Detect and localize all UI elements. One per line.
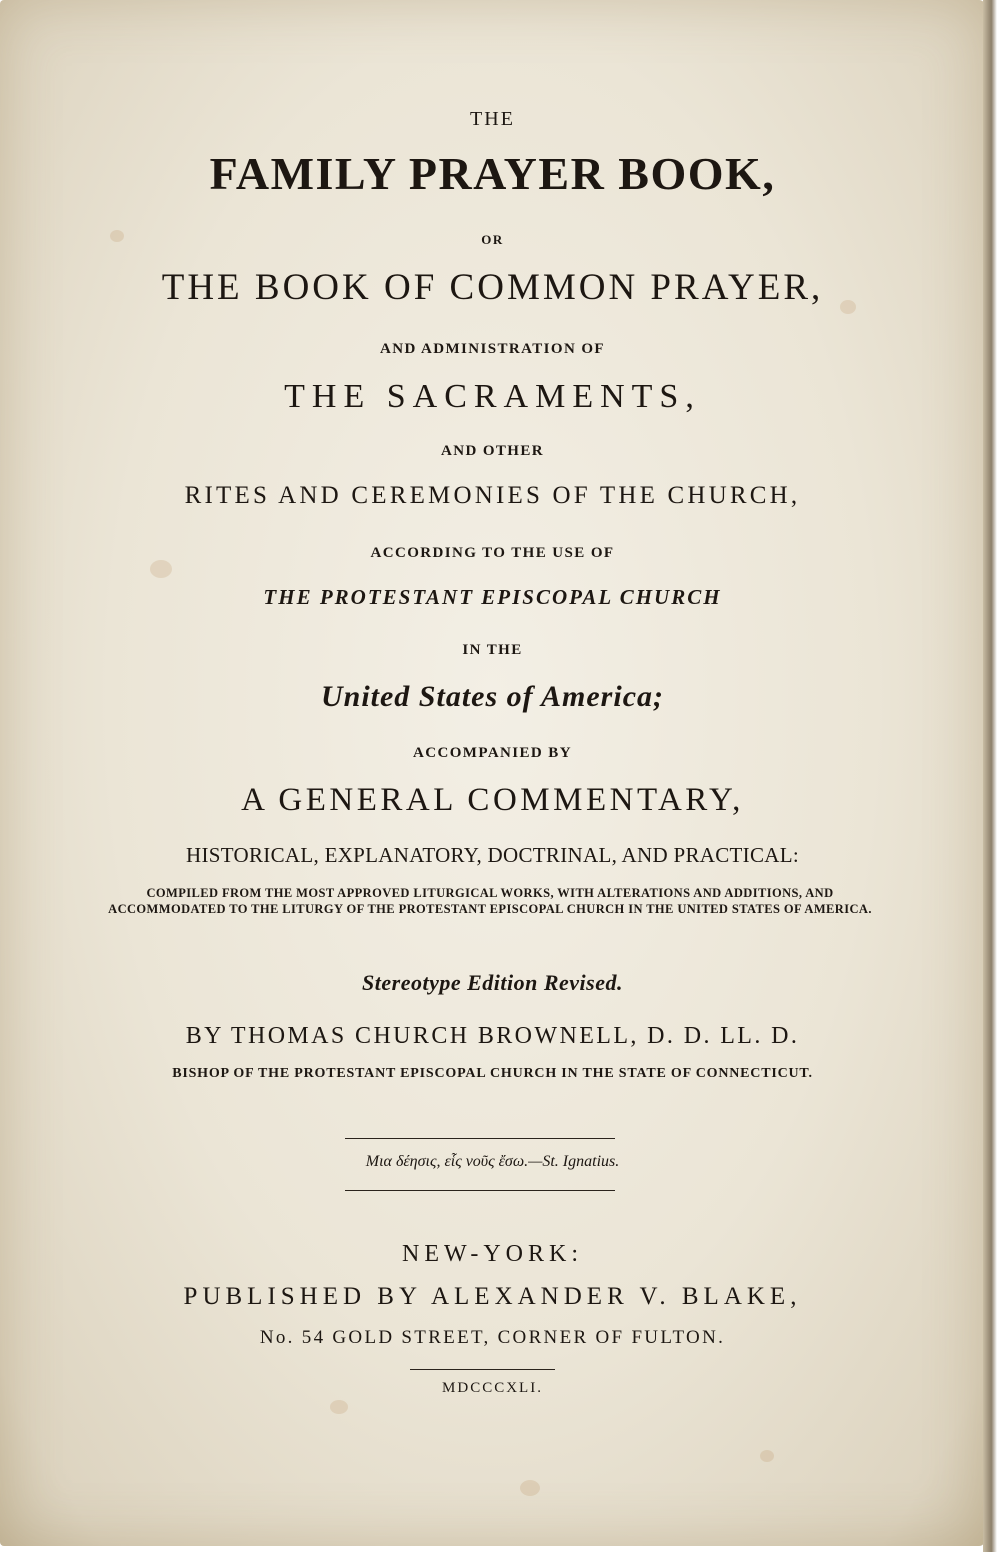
- and-other-line: AND OTHER: [440, 443, 545, 459]
- subtitle: THE BOOK OF COMMON PRAYER,: [161, 267, 824, 308]
- city-line: NEW-YORK:: [402, 1241, 583, 1267]
- foxing-stain: [150, 560, 172, 578]
- foxing-stain: [330, 1400, 348, 1414]
- compiled-note: COMPILED FROM THE MOST APPROVED LITURGICAL WORKS, WITH ALTERATIONS AND ADDITIONS, AND ACCOMMODATED TO THE LITURGY OF THE PROTESTANT EPISCOPAL CHURCH IN THE UNITED STATES OF AMERICA.: [108, 886, 872, 916]
- country-name: United States of America;: [320, 680, 665, 713]
- commentary-title: A GENERAL COMMENTARY,: [241, 782, 744, 818]
- divider-rule: [410, 1369, 555, 1370]
- administration-line: AND ADMINISTRATION OF: [380, 341, 605, 357]
- sacraments-line: THE SACRAMENTS,: [284, 378, 701, 415]
- motto: Μια δέησις, εἷς νοῦς ἔσω.—St. Ignatius.: [365, 1153, 620, 1170]
- edition-note: Stereotype Edition Revised.: [362, 970, 623, 995]
- main-title: FAMILY PRAYER BOOK,: [209, 148, 776, 199]
- publication-year: MDCCCXLI.: [442, 1380, 543, 1396]
- author-line: BY THOMAS CHURCH BROWNELL, D. D. LL. D.: [185, 1023, 800, 1049]
- rites-line: RITES AND CEREMONIES OF THE CHURCH,: [184, 482, 801, 509]
- church-name: THE PROTESTANT EPISCOPAL CHURCH: [263, 585, 722, 609]
- divider-rule: [345, 1190, 615, 1191]
- in-the-line: IN THE: [462, 642, 523, 658]
- author-title: BISHOP OF THE PROTESTANT EPISCOPAL CHURCH IN THE STATE OF CONNECTICUT.: [172, 1066, 813, 1081]
- address-line: No. 54 GOLD STREET, CORNER OF FULTON.: [259, 1327, 726, 1348]
- title-article: THE: [470, 108, 515, 130]
- or-connector: OR: [481, 232, 504, 247]
- divider-rule: [345, 1138, 615, 1139]
- commentary-kinds: HISTORICAL, EXPLANATORY, DOCTRINAL, AND PRACTICAL:: [186, 843, 799, 867]
- page-edge: [983, 0, 997, 1552]
- accompanied-line: ACCOMPANIED BY: [413, 745, 572, 761]
- foxing-stain: [760, 1450, 774, 1462]
- according-line: ACCORDING TO THE USE OF: [370, 545, 615, 561]
- publisher-line: PUBLISHED BY ALEXANDER V. BLAKE,: [183, 1283, 802, 1310]
- foxing-stain: [520, 1480, 540, 1496]
